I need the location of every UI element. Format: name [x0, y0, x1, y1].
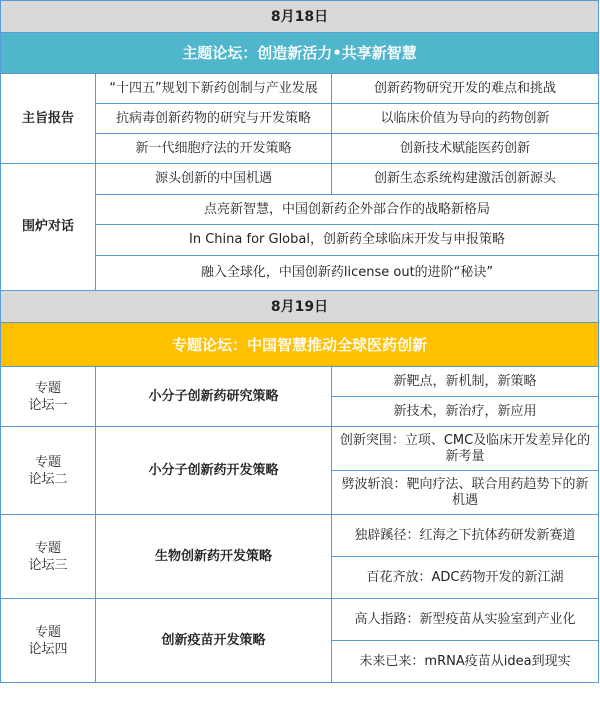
keynote-item: 新一代细胞疗法的开发策略	[96, 134, 332, 164]
keynote-item: “十四五”规划下新药创制与产业发展	[96, 74, 332, 104]
forum-label	[1, 599, 96, 683]
forum-subtopic: 独辟蹊径：红海之下抗体药研发新赛道	[332, 515, 599, 557]
forum-subtopic: 百花齐放：ADC药物开发的新江湖	[332, 557, 599, 599]
forum-label-line2: 论坛三	[28, 557, 68, 573]
dialogue-item: 融入全球化，中国创新药license out的进阶“秘诀”	[96, 256, 599, 291]
forum-subtopic: 新技术，新治疗，新应用	[332, 397, 599, 427]
forum-subtopic: 未来已来：mRNA疫苗从idea到现实	[332, 641, 599, 683]
forum-subtopic: 高人指路：新型疫苗从实验室到产业化	[332, 599, 599, 641]
forum-label	[1, 427, 96, 515]
keynote-item: 创新药物研究开发的难点和挑战	[332, 74, 599, 104]
forum-topic: 小分子创新药研究策略	[96, 367, 332, 427]
day2-date: 8月19日	[1, 291, 599, 323]
day1-date: 8月18日	[1, 1, 599, 33]
forum-label-line2: 论坛二	[28, 471, 68, 487]
dialogue-item: 创新生态系统构建激活创新源头	[332, 164, 599, 195]
forum-topic: 小分子创新药开发策略	[96, 427, 332, 515]
forum-label-line2: 论坛四	[28, 641, 68, 657]
forum-subtopic: 新靶点，新机制，新策略	[332, 367, 599, 397]
forum-subtopic: 创新突围：立项、CMC及临床开发差异化的新考量	[332, 427, 599, 471]
keynote-item: 抗病毒创新药物的研究与开发策略	[96, 104, 332, 134]
forum-label-line1: 专题	[34, 454, 61, 470]
forum-label	[1, 515, 96, 599]
dialogue-item: In China for Global，创新药全球临床开发与申报策略	[96, 225, 599, 256]
keynote-label: 主旨报告	[1, 74, 96, 164]
dialogue-label: 围炉对话	[1, 164, 96, 291]
forum-label-line1: 专题	[34, 540, 61, 556]
forum-label-line2: 论坛一	[28, 397, 68, 413]
forum-topic: 创新疫苗开发策略	[96, 599, 332, 683]
forum-subtopic: 劈波斩浪：靶向疗法、联合用药趋势下的新机遇	[332, 471, 599, 515]
dialogue-item: 源头创新的中国机遇	[96, 164, 332, 195]
forum-label-line1: 专题	[34, 624, 61, 640]
forum-label	[1, 367, 96, 427]
keynote-item: 以临床价值为导向的药物创新	[332, 104, 599, 134]
forum-topic: 生物创新药开发策略	[96, 515, 332, 599]
forum-label-line1: 专题	[34, 380, 61, 396]
dialogue-item: 点亮新智慧，中国创新药企外部合作的战略新格局	[96, 195, 599, 225]
special-forum-title: 专题论坛：中国智慧推动全球医药创新	[1, 323, 599, 367]
keynote-item: 创新技术赋能医药创新	[332, 134, 599, 164]
main-forum-title: 主题论坛：创造新活力•共享新智慧	[1, 33, 599, 74]
